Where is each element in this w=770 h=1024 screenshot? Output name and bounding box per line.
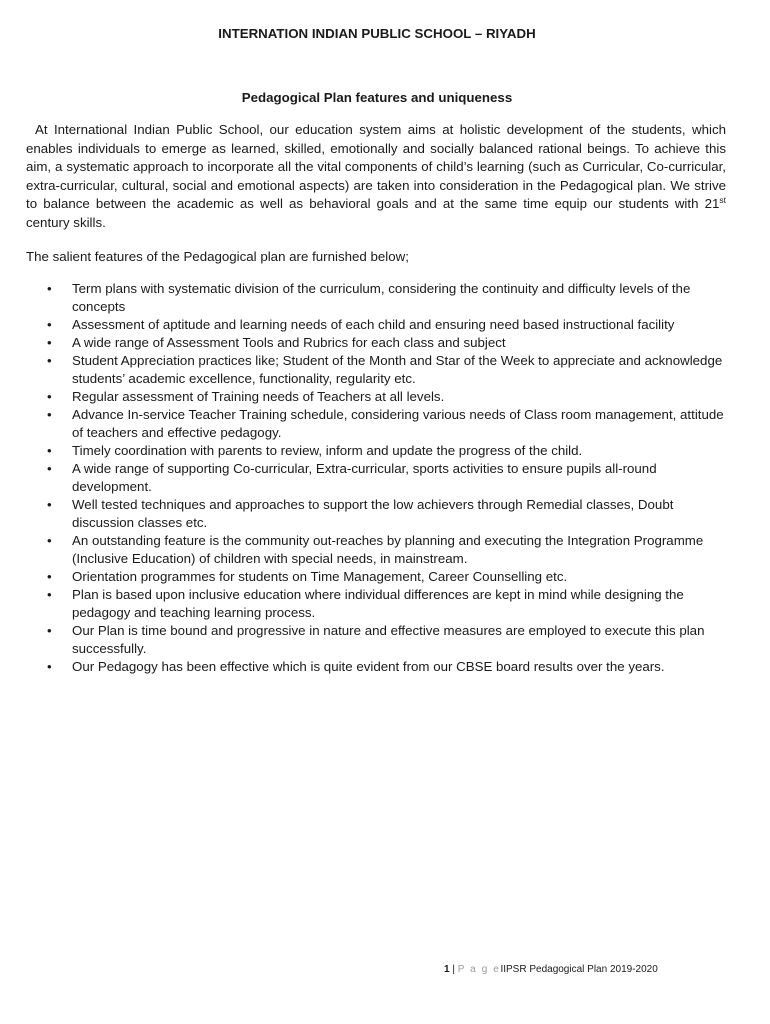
feature-text: A wide range of supporting Co-curricular, Extra-curricular, sports activities to ensure pupils all-round development. [72, 461, 657, 494]
feature-text: Our Pedagogy has been effective which is quite evident from our CBSE board results over the years. [72, 659, 665, 674]
feature-text: Orientation programmes for students on Time Management, Career Counselling etc. [72, 569, 568, 584]
feature-text: Well tested techniques and approaches to support the low achievers through Remedial classes, Doubt discussion classes etc. [72, 497, 674, 530]
feature-item [47, 586, 727, 622]
bullet-icon: • [47, 335, 52, 350]
bullet-icon: • [47, 353, 52, 368]
feature-text: Advance In-service Teacher Training schedule, considering various needs of Class room management, attitude of teachers and effective pedagogy. [72, 407, 724, 440]
feature-item [47, 532, 727, 568]
feature-item [47, 622, 727, 658]
bullet-icon: • [47, 533, 52, 548]
bullet-icon: • [47, 389, 52, 404]
feature-item [47, 442, 727, 460]
feature-text: Our Plan is time bound and progressive in nature and effective measures are employed to execute this plan successfully. [72, 623, 705, 656]
salient-features-intro: The salient features of the Pedagogical plan are furnished below; [26, 249, 409, 264]
bullet-icon: • [47, 569, 52, 584]
footer-doc-title: IIPSR Pedagogical Plan 2019-2020 [500, 964, 658, 975]
feature-text: Plan is based upon inclusive education where individual differences are kept in mind while designing the pedagogy and teaching learning process. [72, 587, 684, 620]
feature-item [47, 496, 727, 532]
bullet-icon: • [47, 443, 52, 458]
bullet-icon: • [47, 497, 52, 512]
footer-page-label: P a g e [457, 964, 501, 975]
bullet-icon: • [47, 623, 52, 638]
bullet-icon: • [47, 407, 52, 422]
footer-separator: | [449, 964, 458, 975]
features-list [47, 280, 727, 676]
feature-item [47, 460, 727, 496]
bullet-icon: • [47, 281, 52, 296]
school-title: INTERNATION INDIAN PUBLIC SCHOOL – RIYADH [218, 26, 536, 41]
intro-paragraph [26, 121, 726, 233]
intro-superscript: st [719, 195, 726, 206]
feature-item [47, 658, 727, 676]
bullet-icon: • [47, 317, 52, 332]
feature-item [47, 280, 727, 316]
feature-item [47, 568, 727, 586]
page-footer [444, 964, 658, 975]
feature-item [47, 406, 727, 442]
intro-text-part1: At International Indian Public School, our education system aims at holistic development of the students, which enables individuals to emerge as learned, skilled, emotionally and socially balanced rational beings. To achieve this aim, a systematic approach to incorporate all the vital components of child’s learning (such as Curricular, Co-curricular, extra-curricular, cultural, social and emotional aspects) are taken into consideration in the Pedagogical plan. We strive to balance between the academic as well as behavioral goals and at the same time equip our students with 21 [26, 122, 726, 212]
feature-text: Term plans with systematic division of the curriculum, considering the continuity and difficulty levels of the concepts [72, 281, 691, 314]
intro-text-part2: century skills. [26, 214, 106, 230]
footer-page-number: 1 [444, 964, 450, 975]
bullet-icon: • [47, 659, 52, 674]
feature-text: An outstanding feature is the community out-reaches by planning and executing the Integration Programme (Inclusive Education) of children with special needs, in mainstream. [72, 533, 704, 566]
bullet-icon: • [47, 587, 52, 602]
feature-text: A wide range of Assessment Tools and Rubrics for each class and subject [72, 335, 506, 350]
bullet-icon: • [47, 461, 52, 476]
feature-text: Assessment of aptitude and learning needs of each child and ensuring need based instructional facility [72, 317, 675, 332]
feature-text: Regular assessment of Training needs of Teachers at all levels. [72, 389, 445, 404]
feature-text: Timely coordination with parents to review, inform and update the progress of the child. [72, 443, 583, 458]
feature-item [47, 334, 727, 352]
feature-text: Student Appreciation practices like; Student of the Month and Star of the Week to appreciate and acknowledge students’ academic excellence, functionality, regularity etc. [72, 353, 723, 386]
document-heading: Pedagogical Plan features and uniqueness [241, 90, 513, 105]
feature-item [47, 352, 727, 388]
feature-item [47, 388, 727, 406]
feature-item [47, 316, 727, 334]
